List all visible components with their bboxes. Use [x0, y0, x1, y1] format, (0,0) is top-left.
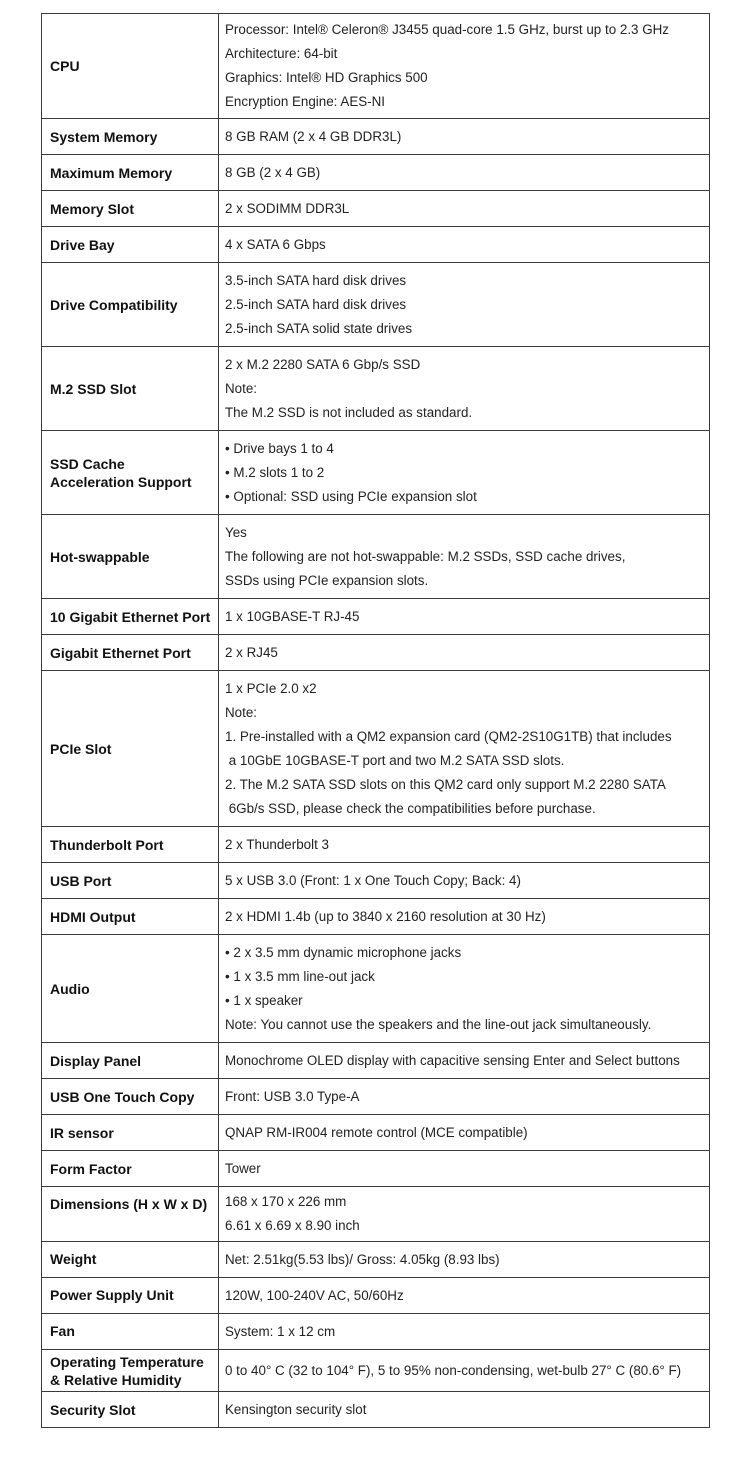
spec-value-cell: [219, 1392, 710, 1428]
spec-label: Hot-swappable: [50, 548, 150, 565]
spec-value-line: Monochrome OLED display with capacitive sensing Enter and Select buttons: [225, 1052, 680, 1068]
spec-label: Maximum Memory: [50, 164, 173, 181]
spec-value-line: QNAP RM-IR004 remote control (MCE compatible): [225, 1124, 528, 1140]
spec-label: Fan: [50, 1323, 75, 1339]
spec-value-line: 0 to 40° C (32 to 104° F), 5 to 95% non-condensing, wet-bulb 27° C (80.6° F): [225, 1362, 682, 1378]
spec-label-cell: [42, 14, 219, 119]
spec-value-cell: [219, 1278, 710, 1314]
spec-value-line: Encryption Engine: AES-NI: [225, 94, 386, 109]
spec-value-line: • Drive bays 1 to 4: [225, 440, 334, 456]
spec-value-cell: [219, 347, 710, 431]
spec-row-drive-bay: [42, 227, 710, 263]
spec-value-line: 120W, 100-240V AC, 50/60Hz: [225, 1287, 404, 1303]
spec-label-cell: [42, 1392, 219, 1428]
spec-row-usb-one-touch-copy: [42, 1079, 710, 1115]
spec-label: Thunderbolt Port: [50, 836, 164, 853]
spec-value-cell: [219, 935, 710, 1043]
spec-label: IR sensor: [50, 1124, 114, 1141]
spec-label-cell: [42, 191, 219, 227]
spec-value-line: 8 GB RAM (2 x 4 GB DDR3L): [225, 128, 402, 144]
spec-value-line: a 10GbE 10GBASE-T port and two M.2 SATA SSD slots.: [225, 752, 565, 768]
spec-value-line: 5 x USB 3.0 (Front: 1 x One Touch Copy; Back: 4): [225, 872, 521, 888]
spec-value-line: 2. The M.2 SATA SSD slots on this QM2 card only support M.2 2280 SATA: [225, 776, 666, 792]
spec-row-system-memory: [42, 119, 710, 155]
spec-value-line: 2 x Thunderbolt 3: [225, 836, 329, 852]
spec-value-line: Architecture: 64-bit: [225, 46, 338, 61]
spec-value-cell: [219, 431, 710, 515]
spec-value-cell: [219, 263, 710, 347]
spec-label: 10 Gigabit Ethernet Port: [50, 608, 211, 625]
spec-row-usb-port: [42, 863, 710, 899]
spec-label-cell: [42, 1187, 219, 1242]
spec-value-cell: [219, 863, 710, 899]
spec-label-cell: [42, 1314, 219, 1350]
spec-row-power-supply-unit: [42, 1278, 710, 1314]
spec-value-line: 1 x 10GBASE-T RJ-45: [225, 608, 360, 624]
spec-row-weight: [42, 1242, 710, 1278]
spec-value-cell: [219, 191, 710, 227]
spec-value-line: Note:: [225, 704, 258, 720]
spec-value-line: 2 x HDMI 1.4b (up to 3840 x 2160 resolution at 30 Hz): [225, 908, 546, 924]
spec-label: USB One Touch Copy: [50, 1088, 195, 1105]
spec-value-cell: [219, 1187, 710, 1242]
spec-row-hot-swappable: [42, 515, 710, 599]
spec-value-line: 1. Pre-installed with a QM2 expansion card (QM2-2S10G1TB) that includes: [225, 728, 672, 744]
spec-label: Dimensions (H x W x D): [50, 1196, 208, 1212]
spec-row-security-slot: [42, 1392, 710, 1428]
spec-label-cell: [42, 263, 219, 347]
spec-value-line: 4 x SATA 6 Gbps: [225, 236, 326, 252]
spec-value-cell: [219, 14, 710, 119]
spec-value-line: SSDs using PCIe expansion slots.: [225, 572, 429, 588]
spec-row-gigabit-ethernet-port: [42, 635, 710, 671]
spec-row-ssd-cache-acceleration-support: [42, 431, 710, 515]
spec-label: CPU: [50, 58, 80, 74]
spec-row-memory-slot: [42, 191, 710, 227]
spec-value-cell: [219, 119, 710, 155]
spec-label-cell: [42, 671, 219, 827]
spec-value-cell: [219, 155, 710, 191]
spec-label-cell: [42, 1151, 219, 1187]
spec-label: Display Panel: [50, 1052, 142, 1069]
spec-row-fan: [42, 1314, 710, 1350]
spec-value-line: 8 GB (2 x 4 GB): [225, 164, 321, 180]
spec-label: System Memory: [50, 128, 158, 145]
spec-value-line: Kensington security slot: [225, 1401, 367, 1417]
spec-row-pcie-slot: [42, 671, 710, 827]
spec-label: Audio: [50, 980, 90, 997]
spec-label: Drive Compatibility: [50, 296, 178, 313]
spec-label: Drive Bay: [50, 236, 115, 253]
spec-value-line: Yes: [225, 524, 247, 540]
spec-label-cell: [42, 1242, 219, 1278]
spec-label: Gigabit Ethernet Port: [50, 644, 191, 661]
spec-value-line: Note:: [225, 380, 258, 396]
spec-label-cell: [42, 515, 219, 599]
spec-value-cell: [219, 1043, 710, 1079]
spec-value-cell: [219, 671, 710, 827]
spec-label: USB Port: [50, 872, 112, 889]
spec-label: Operating Temperature & Relative Humidity: [50, 1353, 204, 1388]
spec-value-line: • 1 x 3.5 mm line-out jack: [225, 968, 375, 984]
spec-row-maximum-memory: [42, 155, 710, 191]
spec-label: HDMI Output: [50, 908, 136, 925]
spec-value-cell: [219, 899, 710, 935]
spec-value-line: Note: You cannot use the speakers and the line-out jack simultaneously.: [225, 1016, 652, 1032]
spec-value-cell: [219, 635, 710, 671]
spec-value-line: 2 x M.2 2280 SATA 6 Gbp/s SSD: [225, 356, 421, 372]
spec-row-10-gigabit-ethernet-port: [42, 599, 710, 635]
spec-value-line: Tower: [225, 1160, 261, 1176]
spec-row-audio: [42, 935, 710, 1043]
spec-value-line: 1 x PCIe 2.0 x2: [225, 680, 317, 696]
spec-value-line: 2.5-inch SATA solid state drives: [225, 320, 413, 336]
spec-label: Memory Slot: [50, 200, 135, 217]
spec-value-cell: [219, 1079, 710, 1115]
spec-value-line: Net: 2.51kg(5.53 lbs)/ Gross: 4.05kg (8.93 lbs): [225, 1251, 500, 1267]
spec-label-cell: [42, 899, 219, 935]
spec-label-cell: [42, 431, 219, 515]
spec-value-cell: [219, 227, 710, 263]
spec-table: [41, 13, 710, 1428]
spec-value-cell: [219, 1115, 710, 1151]
spec-label-cell: [42, 635, 219, 671]
spec-row-form-factor: [42, 1151, 710, 1187]
spec-value-cell: [219, 1350, 710, 1392]
spec-value-line: The following are not hot-swappable: M.2 SSDs, SSD cache drives,: [225, 548, 626, 564]
spec-row-drive-compatibility: [42, 263, 710, 347]
spec-value-line: • 2 x 3.5 mm dynamic microphone jacks: [225, 944, 462, 960]
spec-label-cell: [42, 347, 219, 431]
spec-row-display-panel: [42, 1043, 710, 1079]
spec-label-cell: [42, 863, 219, 899]
spec-label-cell: [42, 1278, 219, 1314]
spec-label-cell: [42, 1350, 219, 1392]
spec-label-cell: [42, 155, 219, 191]
spec-value-line: 168 x 170 x 226 mm: [225, 1194, 347, 1209]
spec-value-cell: [219, 1242, 710, 1278]
spec-label-cell: [42, 1043, 219, 1079]
spec-value-line: • Optional: SSD using PCIe expansion slot: [225, 488, 477, 504]
spec-label-cell: [42, 599, 219, 635]
spec-value-cell: [219, 515, 710, 599]
spec-value-cell: [219, 1314, 710, 1350]
spec-label-cell: [42, 1115, 219, 1151]
spec-value-cell: [219, 599, 710, 635]
spec-label: PCIe Slot: [50, 740, 112, 757]
spec-value-cell: [219, 1151, 710, 1187]
spec-row-ir-sensor: [42, 1115, 710, 1151]
spec-value-line: 3.5-inch SATA hard disk drives: [225, 272, 407, 288]
spec-value-line: • M.2 slots 1 to 2: [225, 464, 325, 480]
spec-label-cell: [42, 227, 219, 263]
spec-label: Security Slot: [50, 1401, 136, 1418]
spec-label-cell: [42, 1079, 219, 1115]
spec-value-line: Graphics: Intel® HD Graphics 500: [225, 70, 428, 85]
spec-value-line: 2 x SODIMM DDR3L: [225, 200, 350, 216]
spec-value-line: 6Gb/s SSD, please check the compatibilities before purchase.: [225, 800, 596, 816]
spec-label: Form Factor: [50, 1160, 132, 1177]
spec-value-line: System: 1 x 12 cm: [225, 1323, 336, 1339]
spec-label-cell: [42, 935, 219, 1043]
spec-row-m-2-ssd-slot: [42, 347, 710, 431]
spec-label: SSD Cache Acceleration Support: [50, 455, 192, 490]
spec-value-line: 2.5-inch SATA hard disk drives: [225, 296, 407, 312]
spec-row-thunderbolt-port: [42, 827, 710, 863]
spec-label-cell: [42, 119, 219, 155]
spec-label: Power Supply Unit: [50, 1287, 174, 1303]
spec-value-line: The M.2 SSD is not included as standard.: [225, 404, 473, 420]
spec-value-line: 2 x RJ45: [225, 644, 278, 660]
spec-value-line: • 1 x speaker: [225, 992, 303, 1008]
spec-row-dimensions-h-x-w-x-d: [42, 1187, 710, 1242]
spec-value-line: 6.61 x 6.69 x 8.90 inch: [225, 1218, 360, 1233]
spec-value-line: Front: USB 3.0 Type-A: [225, 1088, 360, 1104]
spec-label-cell: [42, 827, 219, 863]
spec-label: Weight: [50, 1251, 97, 1267]
spec-row-cpu: [42, 14, 710, 119]
spec-row-hdmi-output: [42, 899, 710, 935]
spec-value-cell: [219, 827, 710, 863]
spec-value-line: Processor: Intel® Celeron® J3455 quad-core 1.5 GHz, burst up to 2.3 GHz: [225, 22, 669, 37]
spec-row-operating-temperature-relative-humidity: [42, 1350, 710, 1392]
spec-label: M.2 SSD Slot: [50, 380, 137, 397]
